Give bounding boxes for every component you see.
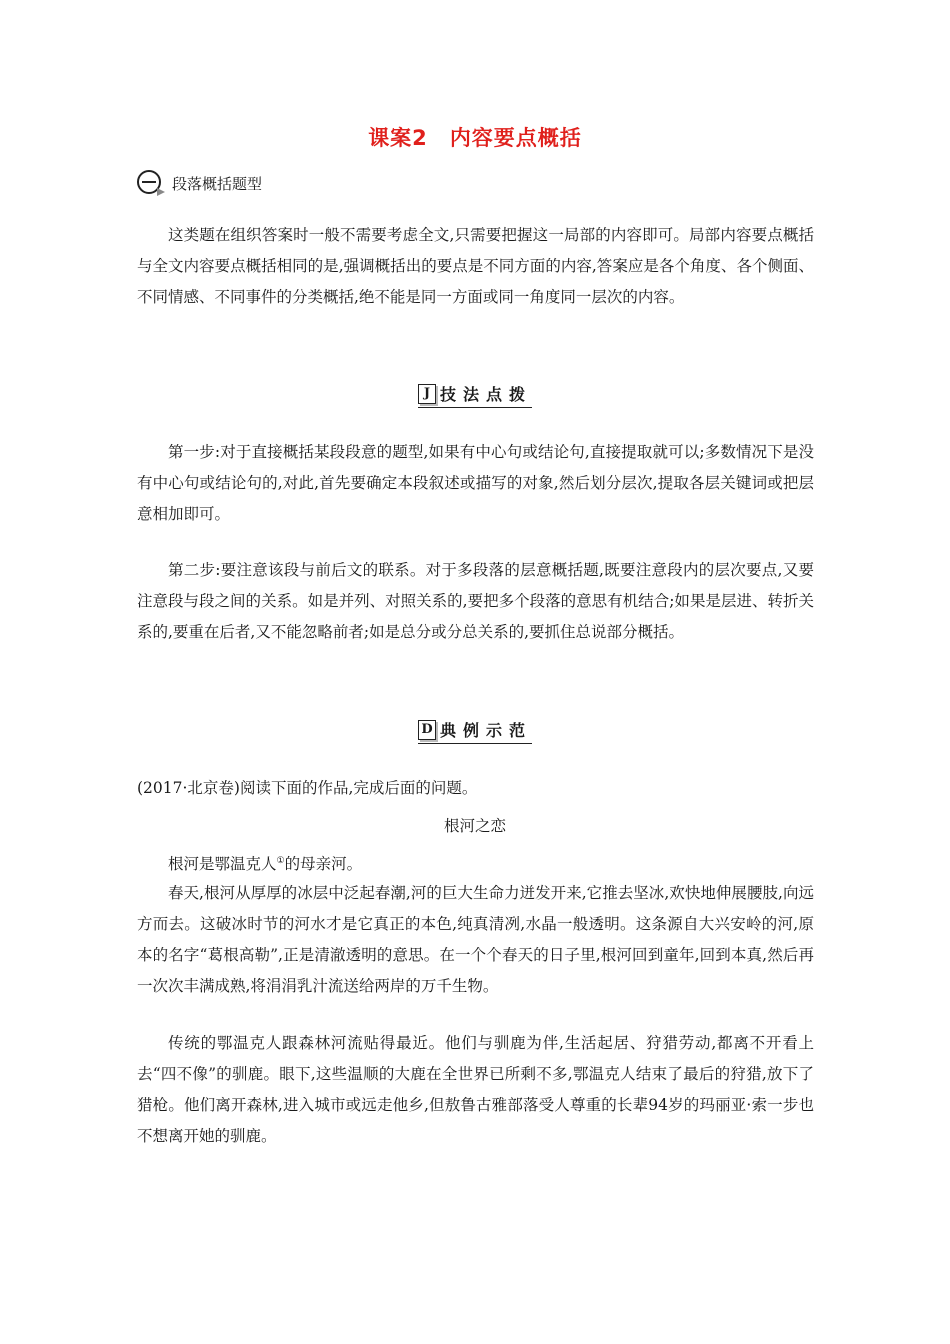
essay-paragraph: 传统的鄂温克人跟森林河流贴得最近。他们与驯鹿为伴,生活起居、狩猎劳动,都离不开看上去“四不像”的驯鹿。眼下,这些温顺的大鹿在全世界已所剩不多,鄂温克人结束了最后的狩猎,放下了猎枪。他们离开森林,进入城市或远走他乡,但敖鲁古雅部落受人尊重的长辈94岁的玛丽亚·索一步也不想离开她的驯鹿。 xyxy=(137,1034,814,1145)
banner-example xyxy=(0,718,950,744)
essay-title: 根河之恋 xyxy=(443,817,506,835)
step-one-paragraph: 第一步:对于直接概括某段段意的题型,如果有中心句或结论句,直接提取就可以;多数情况下是没有中心句或结论句的,对此,首先要确定本段叙述或描写的对象,然后划分层次,提取各层关键词或把层意相加即可。 xyxy=(137,443,814,523)
intro-paragraph: 这类题在组织答案时一般不需要考虑全文,只需要把握这一局部的内容即可。局部内容要点概括与全文内容要点概括相同的是,强调概括出的要点是不同方面的内容,答案应是各个角度、各个侧面、不同情感、不同事件的分类概括,绝不能是同一方面或同一角度同一层次的内容。 xyxy=(137,226,814,306)
p1-text-end: 的母亲河。 xyxy=(284,855,363,874)
section-label: 段落概括题型 xyxy=(172,174,263,193)
essay-paragraph: 春天,根河从厚厚的冰层中泛起春潮,河的巨大生命力迸发开来,它推去坚冰,欢快地伸展腰肢,向远方而去。这破冰时节的河水才是它真正的本色,纯真清冽,水晶一般透明。这条源自大兴安岭的河,原本的名字“葛根高勒”,正是清澈透明的意思。在一个个春天的日子里,根河回到童年,回到本真,然后再一次次丰满成熟,将涓涓乳汁流送给两岸的万千生物。 xyxy=(137,884,814,995)
banner-technique xyxy=(0,382,950,408)
banner-letter: D xyxy=(418,720,436,740)
page-title xyxy=(0,122,950,152)
banner-text: 技法点拨 xyxy=(439,385,532,404)
essay-paragraph xyxy=(137,846,814,880)
banner-text: 典例示范 xyxy=(439,721,532,740)
banner-letter: J xyxy=(418,384,436,404)
footnote-marker: ① xyxy=(276,856,285,866)
p1-text: 根河是鄂温克人 xyxy=(168,855,277,874)
source-line: (2017·北京卷)阅读下面的作品,完成后面的问题。 xyxy=(137,779,478,797)
lesson-number: 课案2 xyxy=(368,126,428,150)
section-heading xyxy=(136,168,262,198)
lesson-title: 内容要点概括 xyxy=(449,126,582,150)
section-one-icon xyxy=(136,168,170,198)
step-two-paragraph: 第二步:要注意该段与前后文的联系。对于多段落的层意概括题,既要注意段内的层次要点,又要注意段与段之间的关系。如是并列、对照关系的,要把多个段落的意思有机结合;如果是层进、转折关系的,要重在后者,又不能忽略前者;如是总分或分总关系的,要抓住总说部分概括。 xyxy=(137,561,814,641)
